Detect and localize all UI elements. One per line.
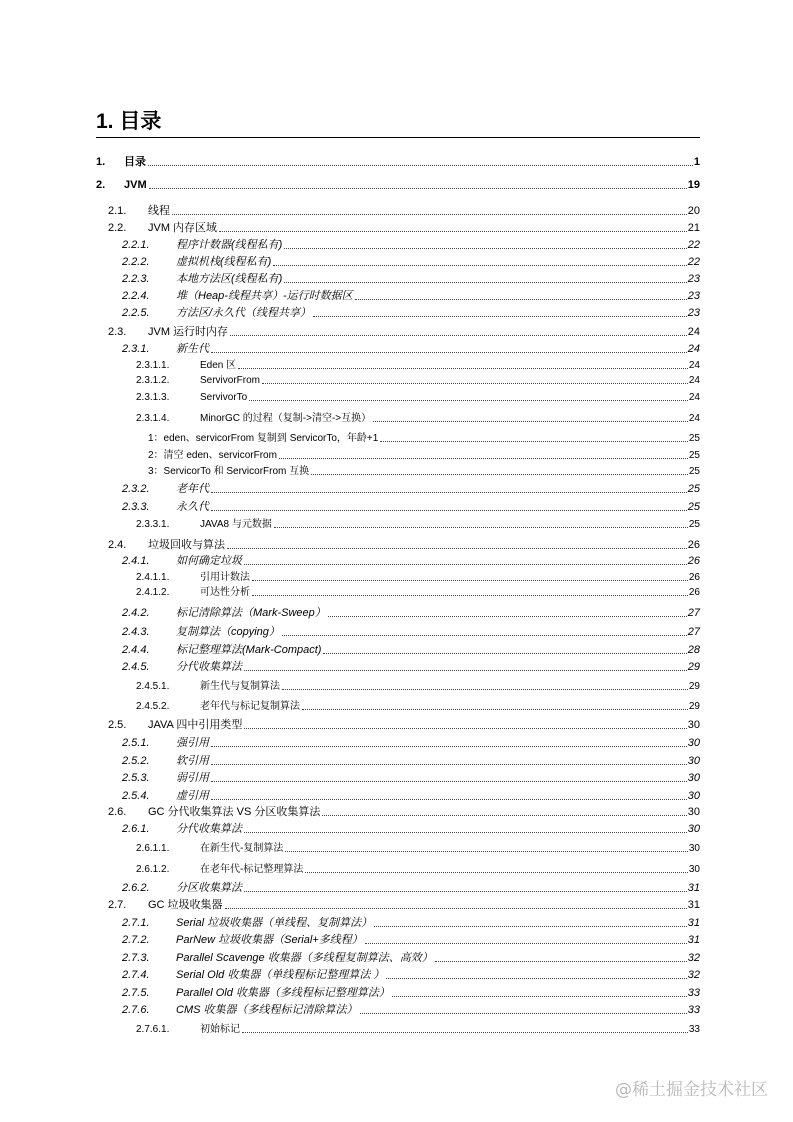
toc-entry-title: JAVA8 与元数据 — [200, 519, 272, 530]
toc-entry-title: 3：ServicorTo 和 ServicorFrom 互换 — [148, 466, 310, 477]
toc-entry-title: JVM — [124, 179, 147, 191]
toc-entry-page-number: 23 — [687, 307, 700, 319]
toc-entry[interactable] — [108, 204, 700, 218]
toc-dot-leader — [373, 421, 688, 422]
toc-entry-number: 2.3.1.3. — [136, 392, 170, 403]
toc-entry[interactable] — [122, 736, 700, 750]
toc-entry[interactable] — [122, 881, 700, 895]
toc-dot-leader — [285, 851, 688, 852]
toc-entry-title: 虚拟机栈(线程私有) — [176, 256, 272, 268]
toc-entry-number: 2.7.5. — [122, 987, 150, 999]
toc-dot-leader — [242, 1032, 688, 1033]
toc-entry-number: 2.4.4. — [122, 644, 150, 656]
toc-dot-leader — [279, 458, 688, 459]
toc-entry-page-number: 23 — [687, 290, 700, 302]
toc-entry-page-number: 30 — [688, 864, 700, 875]
toc-entry-number: 2.6.1.1. — [136, 843, 170, 854]
toc-entry[interactable] — [136, 374, 700, 387]
toc-entry-number: 2.3.1. — [122, 343, 150, 355]
toc-entry-page-number: 30 — [687, 772, 700, 784]
toc-entry-title: Eden 区 — [200, 360, 237, 371]
toc-entry[interactable] — [136, 412, 700, 425]
toc-entry-title: 堆（Heap-线程共享）-运行时数据区 — [176, 290, 353, 302]
toc-entry[interactable] — [108, 898, 700, 912]
toc-entry-number: 2.2. — [108, 222, 127, 234]
toc-entry-title: 初始标记 — [200, 1024, 240, 1035]
toc-dot-leader — [211, 352, 687, 353]
toc-entry[interactable] — [96, 178, 700, 192]
toc-entry-page-number: 24 — [688, 375, 700, 386]
toc-entry-page-number: 24 — [688, 392, 700, 403]
toc-entry-page-number: 27 — [687, 626, 700, 638]
toc-entry-page-number: 30 — [687, 737, 700, 749]
toc-dot-leader — [219, 231, 687, 232]
toc-entry-title: 分代收集算法 — [176, 823, 242, 835]
toc-entry-page-number: 1 — [693, 156, 700, 168]
toc-entry-number: 2.4.5.2. — [136, 701, 170, 712]
toc-dot-leader — [284, 282, 686, 283]
toc-dot-leader — [284, 248, 686, 249]
toc-entry-page-number: 33 — [688, 1024, 700, 1035]
toc-dot-leader — [244, 670, 687, 671]
toc-entry[interactable] — [122, 1003, 700, 1017]
toc-dot-leader — [211, 764, 687, 765]
toc-dot-leader — [328, 616, 687, 617]
toc-dot-leader — [313, 316, 687, 317]
toc-entry[interactable] — [136, 391, 700, 404]
toc-entry-number: 2.6.1.2. — [136, 864, 170, 875]
toc-dot-leader — [374, 926, 687, 927]
toc-dot-leader — [211, 781, 687, 782]
toc-entry-title: 标记清除算法（Mark-Sweep） — [176, 607, 326, 619]
toc-entry-page-number: 31 — [687, 882, 700, 894]
toc-entry-page-number: 31 — [687, 934, 700, 946]
toc-entry-title: ServivorFrom — [200, 375, 261, 386]
toc-dot-leader — [172, 214, 687, 215]
toc-entry-title: GC 分代收集算法 VS 分区收集算法 — [148, 806, 321, 818]
toc-entry-page-number: 27 — [687, 607, 700, 619]
toc-entry-page-number: 24 — [688, 360, 700, 371]
toc-entry-number: 2.2.1. — [122, 239, 150, 251]
toc-entry-number: 2.2.4. — [122, 290, 150, 302]
toc-entry-title: 强引用 — [176, 737, 209, 749]
toc-dot-leader — [322, 815, 686, 816]
toc-entry-number: 2.7.1. — [122, 917, 150, 929]
toc-entry-page-number: 22 — [687, 239, 700, 251]
toc-entry[interactable] — [122, 625, 700, 639]
toc-entry-page-number: 20 — [687, 205, 700, 217]
toc-entry-number: 2.6.2. — [122, 882, 150, 894]
toc-entry-number: 2.6.1. — [122, 823, 150, 835]
toc-dot-leader — [386, 978, 686, 979]
toc-entry-number: 2.7.6. — [122, 1004, 150, 1016]
toc-entry[interactable] — [136, 518, 700, 531]
toc-entry-number: 1. — [96, 156, 106, 168]
toc-entry[interactable] — [148, 465, 700, 478]
toc-entry-number: 2.5.1. — [122, 737, 150, 749]
toc-dot-leader — [302, 709, 688, 710]
toc-entry-title: 在老年代-标记整理算法 — [200, 864, 304, 875]
toc-dot-leader — [244, 832, 687, 833]
toc-entry-page-number: 24 — [688, 413, 700, 424]
toc-entry[interactable] — [122, 771, 700, 785]
toc-entry-number: 2.5.4. — [122, 790, 150, 802]
toc-entry-title: 永久代 — [176, 501, 209, 513]
toc-entry-page-number: 25 — [688, 519, 700, 530]
toc-entry-page-number: 21 — [687, 222, 700, 234]
toc-entry-number: 2. — [96, 179, 106, 191]
toc-entry-page-number: 30 — [687, 806, 700, 818]
toc-entry-title: 弱引用 — [176, 772, 209, 784]
toc-entry-number: 2.2.5. — [122, 307, 150, 319]
toc-entry[interactable] — [122, 968, 700, 982]
toc-entry-title: 分区收集算法 — [176, 882, 242, 894]
toc-entry[interactable] — [122, 342, 700, 356]
toc-entry[interactable] — [122, 482, 700, 496]
toc-entry-page-number: 30 — [688, 843, 700, 854]
toc-entry-title: 1：eden、servicorFrom 复制到 ServicorTo，年龄+1 — [148, 433, 379, 444]
toc-entry-page-number: 26 — [687, 555, 700, 567]
toc-entry-title: 新生代 — [176, 343, 209, 355]
toc-dot-leader — [323, 653, 686, 654]
toc-entry[interactable] — [122, 986, 700, 1000]
toc-dot-leader — [211, 746, 687, 747]
toc-entry-number: 2.7.6.1. — [136, 1024, 170, 1035]
toc-entry-title: 新生代与复制算法 — [200, 681, 280, 692]
toc-entry[interactable] — [122, 822, 700, 836]
toc-entry[interactable] — [136, 700, 700, 713]
toc-entry-title: 程序计数器(线程私有) — [176, 239, 283, 251]
toc-dot-leader — [435, 961, 687, 962]
toc-entry-number: 2.7.3. — [122, 952, 150, 964]
toc-entry[interactable] — [122, 554, 700, 568]
toc-entry-number: 2.2.2. — [122, 256, 150, 268]
toc-dot-leader — [249, 400, 688, 401]
toc-entry[interactable] — [122, 306, 700, 320]
toc-entry-page-number: 26 — [687, 539, 700, 551]
toc-entry[interactable] — [122, 238, 700, 252]
toc-entry-title: Serial Old 收集器（单线程标记整理算法 ） — [176, 969, 385, 981]
toc-entry-number: 2.4.1.2. — [136, 587, 170, 598]
toc-entry-title: ParNew 垃圾收集器（Serial+多线程） — [176, 934, 363, 946]
toc-dot-leader — [244, 728, 686, 729]
toc-entry[interactable] — [148, 449, 700, 462]
toc-dot-leader — [211, 492, 687, 493]
toc-entry-page-number: 30 — [687, 755, 700, 767]
toc-entry-number: 2.3.2. — [122, 483, 150, 495]
toc-dot-leader — [227, 548, 687, 549]
toc-dot-leader — [392, 996, 687, 997]
toc-entry-title: 标记整理算法(Mark-Compact) — [176, 644, 322, 656]
toc-entry-page-number: 30 — [687, 719, 700, 731]
toc-entry-page-number: 26 — [688, 572, 700, 583]
toc-dot-leader — [380, 441, 688, 442]
toc-entry-title: 目录 — [124, 156, 146, 168]
toc-dot-leader — [238, 368, 688, 369]
toc-dot-leader — [355, 299, 687, 300]
toc-entry[interactable] — [136, 842, 700, 855]
toc-entry[interactable] — [122, 643, 700, 657]
toc-entry-number: 2.4.3. — [122, 626, 150, 638]
toc-entry-number: 2.7.2. — [122, 934, 150, 946]
toc-dot-leader — [305, 872, 688, 873]
toc-entry-page-number: 28 — [687, 644, 700, 656]
toc-entry-title: 软引用 — [176, 755, 209, 767]
toc-entry-number: 2.2.3. — [122, 273, 150, 285]
toc-entry-title: Serial 垃圾收集器（单线程、复制算法） — [176, 917, 373, 929]
toc-entry-number: 2.4.5. — [122, 661, 150, 673]
toc-entry-title: GC 垃圾收集器 — [148, 899, 223, 911]
toc-entry-number: 2.4.2. — [122, 607, 150, 619]
toc-entry-title: 线程 — [148, 205, 170, 217]
toc-entry-page-number: 31 — [687, 899, 700, 911]
toc-entry-number: 2.4.1. — [122, 555, 150, 567]
toc-dot-leader — [211, 510, 687, 511]
toc-entry-title: 2：清空 eden、servicorFrom — [148, 450, 277, 461]
toc-entry[interactable] — [122, 789, 700, 803]
toc-entry-page-number: 29 — [688, 701, 700, 712]
toc-dot-leader — [252, 595, 688, 596]
toc-entry-page-number: 24 — [687, 343, 700, 355]
toc-entry[interactable] — [122, 500, 700, 514]
toc-entry[interactable] — [108, 538, 700, 552]
toc-entry-page-number: 32 — [687, 969, 700, 981]
toc-entry-number: 2.4.5.1. — [136, 681, 170, 692]
toc-dot-leader — [274, 527, 688, 528]
toc-entry-title: 老年代与标记复制算法 — [200, 701, 300, 712]
toc-entry[interactable] — [122, 951, 700, 965]
toc-entry-title: CMS 收集器（多线程标记清除算法） — [176, 1004, 358, 1016]
toc-entry-number: 2.5.3. — [122, 772, 150, 784]
toc-dot-leader — [225, 908, 687, 909]
toc-entry-title: JAVA 四中引用类型 — [148, 719, 243, 731]
toc-entry-page-number: 29 — [687, 661, 700, 673]
toc-entry-number: 2.6. — [108, 806, 127, 818]
toc-entry-number: 2.5. — [108, 719, 127, 731]
toc-entry-title: 引用计数法 — [200, 572, 250, 583]
toc-entry-title: 在新生代-复制算法 — [200, 843, 284, 854]
toc-entry-title: 本地方法区(线程私有) — [176, 273, 283, 285]
toc-entry-page-number: 30 — [687, 790, 700, 802]
toc-entry[interactable] — [136, 586, 700, 599]
toc-entry-title: 可达性分析 — [200, 587, 250, 598]
toc-entry-title: 分代收集算法 — [176, 661, 242, 673]
toc-entry[interactable] — [122, 606, 700, 620]
toc-entry[interactable] — [122, 916, 700, 930]
toc-dot-leader — [273, 265, 686, 266]
toc-entry[interactable] — [148, 432, 700, 445]
toc-entry-number: 2.3. — [108, 326, 127, 338]
toc-dot-leader — [311, 474, 688, 475]
toc-entry-number: 2.7.4. — [122, 969, 150, 981]
toc-dot-leader — [244, 891, 687, 892]
toc-entry-number: 2.3.1.1. — [136, 360, 170, 371]
toc-dot-leader — [365, 943, 687, 944]
toc-entry-title: 虚引用 — [176, 790, 209, 802]
toc-dot-leader — [262, 383, 688, 384]
toc-entry-page-number: 25 — [688, 450, 700, 461]
toc-dot-leader — [230, 335, 687, 336]
watermark: @稀土掘金技术社区 — [615, 1080, 768, 1100]
toc-entry-title: 老年代 — [176, 483, 209, 495]
toc-entry[interactable] — [136, 1023, 700, 1036]
toc-entry-page-number: 33 — [687, 987, 700, 999]
toc-entry-page-number: 25 — [687, 501, 700, 513]
toc-entry[interactable] — [122, 660, 700, 674]
toc-entry-title: 如何确定垃圾 — [176, 555, 242, 567]
toc-entry-number: 2.1. — [108, 205, 127, 217]
toc-dot-leader — [244, 564, 687, 565]
toc-entry-title: 复制算法（copying） — [176, 626, 280, 638]
toc-entry[interactable] — [96, 155, 700, 169]
toc-entry-page-number: 29 — [688, 681, 700, 692]
toc-entry-page-number: 25 — [688, 433, 700, 444]
toc-entry[interactable] — [122, 933, 700, 947]
toc-dot-leader — [282, 635, 687, 636]
toc-dot-leader — [252, 580, 688, 581]
toc-entry-title: Parallel Scavenge 收集器（多线程复制算法、高效） — [176, 952, 433, 964]
toc-entry[interactable] — [136, 359, 700, 372]
toc-entry-number: 2.3.1.2. — [136, 375, 170, 386]
toc-entry-title: ServivorTo — [200, 392, 248, 403]
toc-entry-page-number: 25 — [687, 483, 700, 495]
toc-dot-leader — [360, 1013, 687, 1014]
toc-entry-number: 2.3.3.1. — [136, 519, 170, 530]
toc-entry-page-number: 30 — [687, 823, 700, 835]
toc-entry-page-number: 32 — [687, 952, 700, 964]
toc-entry-number: 2.5.2. — [122, 755, 150, 767]
toc-entry-title: MinorGC 的过程（复制->清空->互换） — [200, 413, 372, 424]
toc-dot-leader — [211, 799, 687, 800]
toc-entry-number: 2.3.1.4. — [136, 413, 170, 424]
toc-entry-page-number: 25 — [688, 466, 700, 477]
toc-entry-page-number: 26 — [688, 587, 700, 598]
toc-entry-number: 2.3.3. — [122, 501, 150, 513]
toc-entry[interactable] — [136, 680, 700, 693]
toc-entry[interactable] — [108, 221, 700, 235]
toc-entry-page-number: 24 — [687, 326, 700, 338]
toc-dot-leader — [148, 165, 693, 166]
page-heading: 1. 目录 — [96, 110, 162, 133]
toc-entry-number: 2.7. — [108, 899, 127, 911]
toc-entry[interactable] — [122, 754, 700, 768]
toc-entry-page-number: 22 — [687, 256, 700, 268]
toc-entry-title: 方法区/永久代（线程共享） — [176, 307, 312, 319]
toc-entry-page-number: 23 — [687, 273, 700, 285]
toc-entry-page-number: 31 — [687, 917, 700, 929]
toc-entry[interactable] — [136, 863, 700, 876]
toc-entry[interactable] — [108, 325, 700, 339]
toc-entry[interactable] — [122, 289, 700, 303]
toc-entry-page-number: 19 — [687, 179, 700, 191]
toc-entry[interactable] — [108, 805, 700, 819]
toc-entry[interactable] — [136, 571, 700, 584]
toc-entry[interactable] — [122, 272, 700, 286]
toc-entry-number: 2.4.1.1. — [136, 572, 170, 583]
toc-entry-title: JVM 运行时内存 — [148, 326, 229, 338]
toc-entry[interactable] — [122, 255, 700, 269]
toc-dot-leader — [282, 689, 688, 690]
toc-dot-leader — [149, 188, 687, 189]
toc-entry-title: Parallel Old 收集器（多线程标记整理算法） — [176, 987, 390, 999]
toc-entry-page-number: 33 — [687, 1004, 700, 1016]
toc-entry[interactable] — [108, 718, 700, 732]
toc-entry-title: JVM 内存区域 — [148, 222, 218, 234]
toc-entry-number: 2.4. — [108, 539, 127, 551]
toc-entry-title: 垃圾回收与算法 — [148, 539, 225, 551]
